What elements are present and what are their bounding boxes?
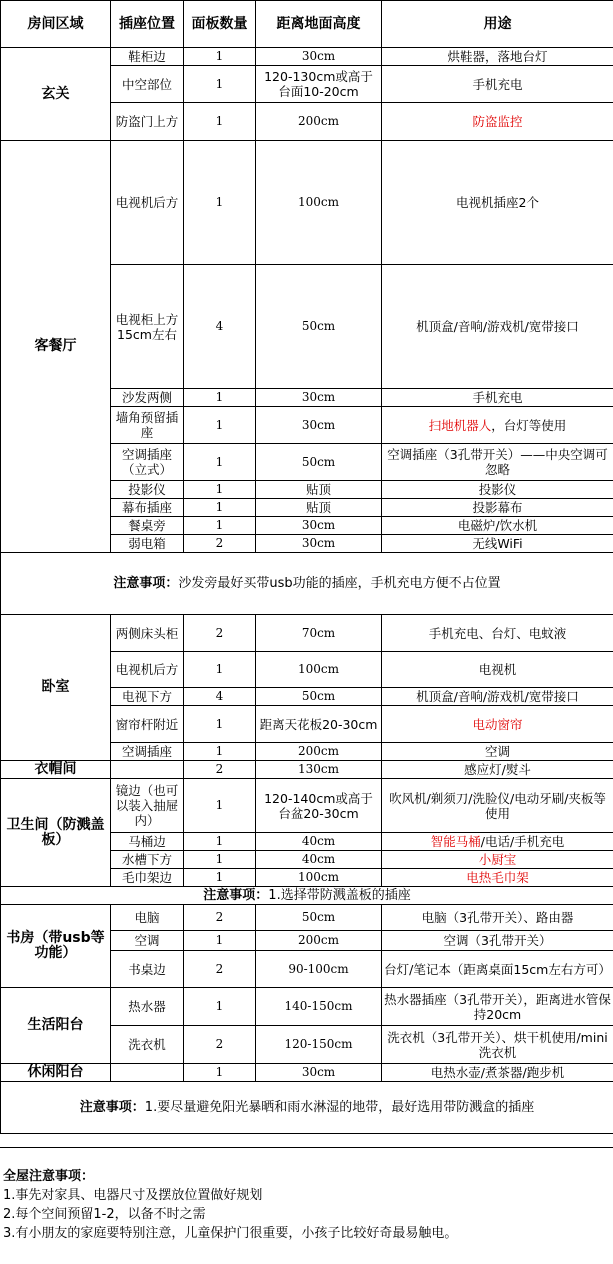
table-row <box>1 988 613 1026</box>
cell-position: 书桌边 <box>111 951 184 988</box>
cell-usage: 电视机 <box>382 652 613 688</box>
area-leisure-balcony: 休闲阳台 <box>1 1064 111 1082</box>
table-row <box>1 141 613 265</box>
cell-quantity: 1 <box>184 743 256 761</box>
cell-position: 防盗门上方 <box>111 103 184 141</box>
cell-quantity: 1 <box>184 481 256 499</box>
cell-quantity: 4 <box>184 265 256 389</box>
cell-position: 电视机后方 <box>111 652 184 688</box>
cell-usage <box>382 407 613 444</box>
note-row <box>1 1082 613 1134</box>
usage-highlight: 扫地机器人 <box>428 417 492 433</box>
bathroom-note <box>1 887 613 905</box>
cell-position: 水槽下方 <box>111 851 184 869</box>
cell-height: 120-130cm或高于台面10-20cm <box>256 66 382 103</box>
cell-position: 电视柜上方15cm左右 <box>111 265 184 389</box>
cell-position: 热水器 <box>111 988 184 1026</box>
cell-position: 幕布插座 <box>111 499 184 517</box>
cell-quantity: 1 <box>184 444 256 481</box>
cell-usage: 空调 <box>382 743 613 761</box>
cell-quantity: 2 <box>184 905 256 931</box>
cell-quantity: 2 <box>184 761 256 779</box>
cell-usage: 烘鞋器，落地台灯 <box>382 48 613 66</box>
cell-usage: 热水器插座（3孔带开关），距离进水管保持20cm <box>382 988 613 1026</box>
cell-quantity: 1 <box>184 869 256 887</box>
cell-quantity: 1 <box>184 779 256 833</box>
footer-item: 1.事先对家具、电器尺寸及摆放位置做好规划 <box>3 1188 263 1203</box>
usage-rest: /电话/手机充电 <box>480 834 565 849</box>
cell-height: 120-150cm <box>256 1026 382 1064</box>
header-height: 距离地面高度 <box>256 1 382 48</box>
cell-quantity: 1 <box>184 851 256 869</box>
cell-height: 30cm <box>256 48 382 66</box>
cell-height: 50cm <box>256 265 382 389</box>
cell-quantity: 4 <box>184 688 256 706</box>
cell-usage: 吹风机/剃须刀/洗脸仪/电动牙刷/夹板等使用 <box>382 779 613 833</box>
cell-position: 中空部位 <box>111 66 184 103</box>
header-usage: 用途 <box>382 1 613 48</box>
cell-quantity: 1 <box>184 652 256 688</box>
cell-position: 两侧床头柜 <box>111 615 184 652</box>
area-bedroom: 卧室 <box>1 615 111 761</box>
balcony-note <box>1 1082 613 1134</box>
cell-height: 40cm <box>256 851 382 869</box>
table-row <box>1 48 613 66</box>
note-text: 沙发旁最好买带usb功能的插座，手机充电方便不占位置 <box>178 576 501 591</box>
header-area: 房间区域 <box>1 1 111 48</box>
note-label: 注意事项： <box>203 888 269 903</box>
cell-usage: 电脑（3孔带开关）、路由器 <box>382 905 613 931</box>
cell-usage: 电视机插座2个 <box>382 141 613 265</box>
cell-usage: 电热水壶/煮茶器/跑步机 <box>382 1064 613 1082</box>
cell-usage: 台灯/笔记本（距离桌面15cm左右方可） <box>382 951 613 988</box>
cell-position: 投影仪 <box>111 481 184 499</box>
area-living: 客餐厅 <box>1 141 111 553</box>
cell-height: 120-140cm或高于台盆20-30cm <box>256 779 382 833</box>
cell-height: 200cm <box>256 743 382 761</box>
cell-height: 距离天花板20-30cm <box>256 706 382 743</box>
cell-position: 空调 <box>111 931 184 951</box>
cell-usage: 手机充电 <box>382 389 613 407</box>
cell-usage: 空调（3孔带开关） <box>382 931 613 951</box>
area-entrance: 玄关 <box>1 48 111 141</box>
cell-usage: 机顶盒/音响/游戏机/宽带接口 <box>382 265 613 389</box>
note-row <box>1 887 613 905</box>
cell-height: 50cm <box>256 905 382 931</box>
cell-position: 鞋柜边 <box>111 48 184 66</box>
note-label: 注意事项： <box>79 1100 145 1115</box>
cell-height: 30cm <box>256 1064 382 1082</box>
table-row <box>1 779 613 833</box>
cell-height: 200cm <box>256 931 382 951</box>
cell-quantity: 2 <box>184 615 256 652</box>
note-text: 1.要尽量避免阳光暴晒和雨水淋湿的地带，最好选用带防溅盒的插座 <box>144 1100 535 1115</box>
living-note <box>1 553 613 615</box>
note-row <box>1 553 613 615</box>
cell-quantity: 1 <box>184 48 256 66</box>
area-study: 书房（带usb等功能） <box>1 905 111 988</box>
cell-quantity: 1 <box>184 499 256 517</box>
cell-height: 140-150cm <box>256 988 382 1026</box>
cell-position: 空调插座 <box>111 743 184 761</box>
cell-position: 弱电箱 <box>111 535 184 553</box>
cell-position: 电脑 <box>111 905 184 931</box>
cell-position: 墙角预留插座 <box>111 407 184 444</box>
table-row <box>1 615 613 652</box>
usage-rest: ，台灯等使用 <box>491 417 567 433</box>
cell-quantity: 1 <box>184 103 256 141</box>
cell-height: 90-100cm <box>256 951 382 988</box>
cell-quantity: 1 <box>184 706 256 743</box>
header-quantity: 面板数量 <box>184 1 256 48</box>
cell-usage: 电动窗帘 <box>382 706 613 743</box>
note-label: 注意事项： <box>113 576 179 591</box>
whole-house-notes <box>0 1147 613 1264</box>
cell-position: 洗衣机 <box>111 1026 184 1064</box>
cell-usage: 小厨宝 <box>382 851 613 869</box>
cell-usage: 空调插座（3孔带开关）——中央空调可忽略 <box>382 444 613 481</box>
cell-position <box>111 1064 184 1082</box>
area-utility-balcony: 生活阳台 <box>1 988 111 1064</box>
cell-height: 50cm <box>256 444 382 481</box>
cell-quantity: 2 <box>184 951 256 988</box>
cell-quantity: 1 <box>184 988 256 1026</box>
cell-usage <box>382 833 613 851</box>
cell-quantity: 1 <box>184 833 256 851</box>
cell-quantity: 1 <box>184 407 256 444</box>
cell-quantity: 1 <box>184 66 256 103</box>
cell-height: 30cm <box>256 407 382 444</box>
cell-position: 镜边（也可以装入抽屉内） <box>111 779 184 833</box>
header-position: 插座位置 <box>111 1 184 48</box>
cell-height: 40cm <box>256 833 382 851</box>
cell-height: 130cm <box>256 761 382 779</box>
area-bathroom: 卫生间（防溅盖板） <box>1 779 111 887</box>
cell-usage: 手机充电 <box>382 66 613 103</box>
cell-quantity: 1 <box>184 931 256 951</box>
note-text: 1.选择带防溅盖板的插座 <box>268 888 411 903</box>
cell-usage: 电热毛巾架 <box>382 869 613 887</box>
cell-height: 贴顶 <box>256 499 382 517</box>
cell-quantity: 1 <box>184 141 256 265</box>
cell-height: 100cm <box>256 652 382 688</box>
cell-usage: 无线WiFi <box>382 535 613 553</box>
cell-position: 餐桌旁 <box>111 517 184 535</box>
cell-quantity: 1 <box>184 517 256 535</box>
cell-height: 贴顶 <box>256 481 382 499</box>
table-row <box>1 761 613 779</box>
cell-height: 100cm <box>256 141 382 265</box>
header-row <box>1 1 613 48</box>
cell-quantity: 2 <box>184 1026 256 1064</box>
cell-usage: 手机充电、台灯、电蚊液 <box>382 615 613 652</box>
cell-position: 电视下方 <box>111 688 184 706</box>
cell-height: 30cm <box>256 535 382 553</box>
area-closet: 衣帽间 <box>1 761 111 779</box>
cell-position: 毛巾架边 <box>111 869 184 887</box>
cell-position: 电视机后方 <box>111 141 184 265</box>
cell-quantity: 2 <box>184 535 256 553</box>
cell-usage: 电磁炉/饮水机 <box>382 517 613 535</box>
footer-item: 3.有小朋友的家庭要特别注意，儿童保护门很重要，小孩子比较好奇最易触电。 <box>3 1226 458 1241</box>
cell-usage: 投影幕布 <box>382 499 613 517</box>
cell-usage: 投影仪 <box>382 481 613 499</box>
cell-height: 70cm <box>256 615 382 652</box>
usage-highlight: 智能马桶 <box>430 834 481 849</box>
cell-position <box>111 761 184 779</box>
cell-height: 50cm <box>256 688 382 706</box>
footer-item: 2.每个空间预留1-2，以备不时之需 <box>3 1207 206 1222</box>
cell-height: 200cm <box>256 103 382 141</box>
cell-usage: 洗衣机（3孔带开关）、烘干机使用/mini洗衣机 <box>382 1026 613 1064</box>
cell-quantity: 1 <box>184 389 256 407</box>
table-row <box>1 905 613 931</box>
cell-usage: 感应灯/熨斗 <box>382 761 613 779</box>
cell-height: 100cm <box>256 869 382 887</box>
cell-usage: 防盗监控 <box>382 103 613 141</box>
table-row <box>1 1064 613 1082</box>
cell-position: 沙发两侧 <box>111 389 184 407</box>
cell-usage: 机顶盒/音响/游戏机/宽带接口 <box>382 688 613 706</box>
cell-height: 30cm <box>256 389 382 407</box>
cell-position: 空调插座（立式） <box>111 444 184 481</box>
cell-height: 30cm <box>256 517 382 535</box>
cell-position: 马桶边 <box>111 833 184 851</box>
cell-position: 窗帘杆附近 <box>111 706 184 743</box>
footer-title: 全屋注意事项： <box>3 1169 95 1184</box>
cell-quantity: 1 <box>184 1064 256 1082</box>
